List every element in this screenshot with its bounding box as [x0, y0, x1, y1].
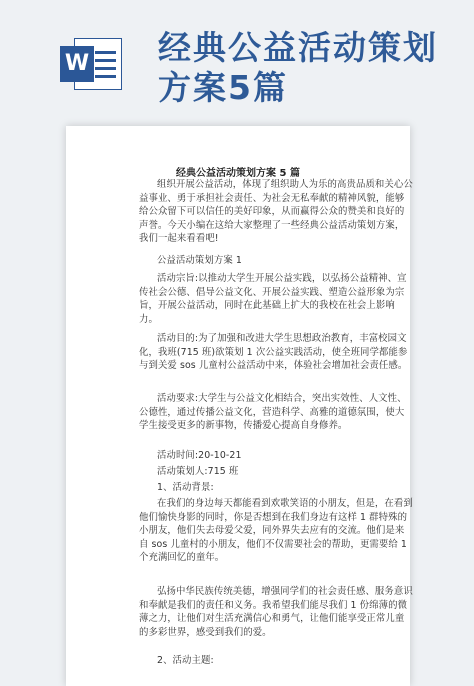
- banner-title-line-2: 方案5篇: [158, 68, 288, 107]
- banner-title: [158, 28, 458, 108]
- paragraph: 活动目的:为了加强和改进大学生思想政治教育，丰富校园文化，我班(715 班)欲策划 1 次公益实践活动，使全班同学都能参与到关爱 sos 儿童村公益活动中来，体验社会增加社会责任感。: [139, 333, 408, 371]
- paragraph: 弘扬中华民族传统美德，增强同学们的社会责任感、服务意识和奉献是我们的责任和义务。我希望我们能尽我们 1 份绵薄的微薄之力，让他们对生活充满信心和勇气，让他们能享受正常儿童的多彩世界，感受到我们的爱。: [139, 586, 413, 638]
- word-badge: W: [60, 46, 94, 82]
- paragraph: 在我们的身边每天都能看到欢歌笑语的小朋友，但是，在看到他们愉快身影的同时，你是否想到在我们身边有这样 1 群特殊的小朋友，他们失去母爱父爱，同外界失去应有的交流。他们是来自 sos 儿童村的小朋友，他们不仅需要社会的帮助，更需要给 1 个充满回忆的童年。: [139, 498, 413, 563]
- paragraph: 组织开展公益活动，体现了组织助人为乐的高贵品质和关心公益事业、勇于承担社会责任、为社会无私奉献的精神风貌，能够给公众留下可以信任的美好印象，从而赢得公众的赞美和良好的声誉。今天小编在这给大家整理了一些经典公益活动策划方案，我们一起来看看吧!: [139, 179, 413, 244]
- word-document-icon: [60, 38, 122, 90]
- paragraph: 1、活动背景:: [157, 482, 214, 493]
- paragraph: 活动时间:20-10-21: [157, 450, 242, 461]
- document-page: [66, 126, 413, 686]
- paragraph: 公益活动策划方案 1: [157, 255, 242, 266]
- paragraph: 活动要求:大学生与公益文化相结合，突出实效性、人文性、公德性，通过传播公益文化，营造科学、高雅的道德氛围，使大学生接受更多的新事物，传播爱心提高自身修养。: [139, 393, 407, 431]
- header-banner: [0, 0, 474, 118]
- document-title: 经典公益活动策划方案 5 篇: [176, 168, 300, 179]
- paragraph: 2、活动主题:: [157, 655, 214, 666]
- paragraph: 活动宗旨:以推动大学生开展公益实践，以弘扬公益精神、宣传社会公德、倡导公益文化、开展公益实践、塑造公益形象为宗旨，开展公益活动，同时在此基础上扩大的我校在社会上影响力。: [139, 273, 407, 325]
- paragraph: 活动策划人:715 班: [157, 466, 239, 477]
- banner-title-line-1: 经典公益活动策划: [158, 28, 438, 67]
